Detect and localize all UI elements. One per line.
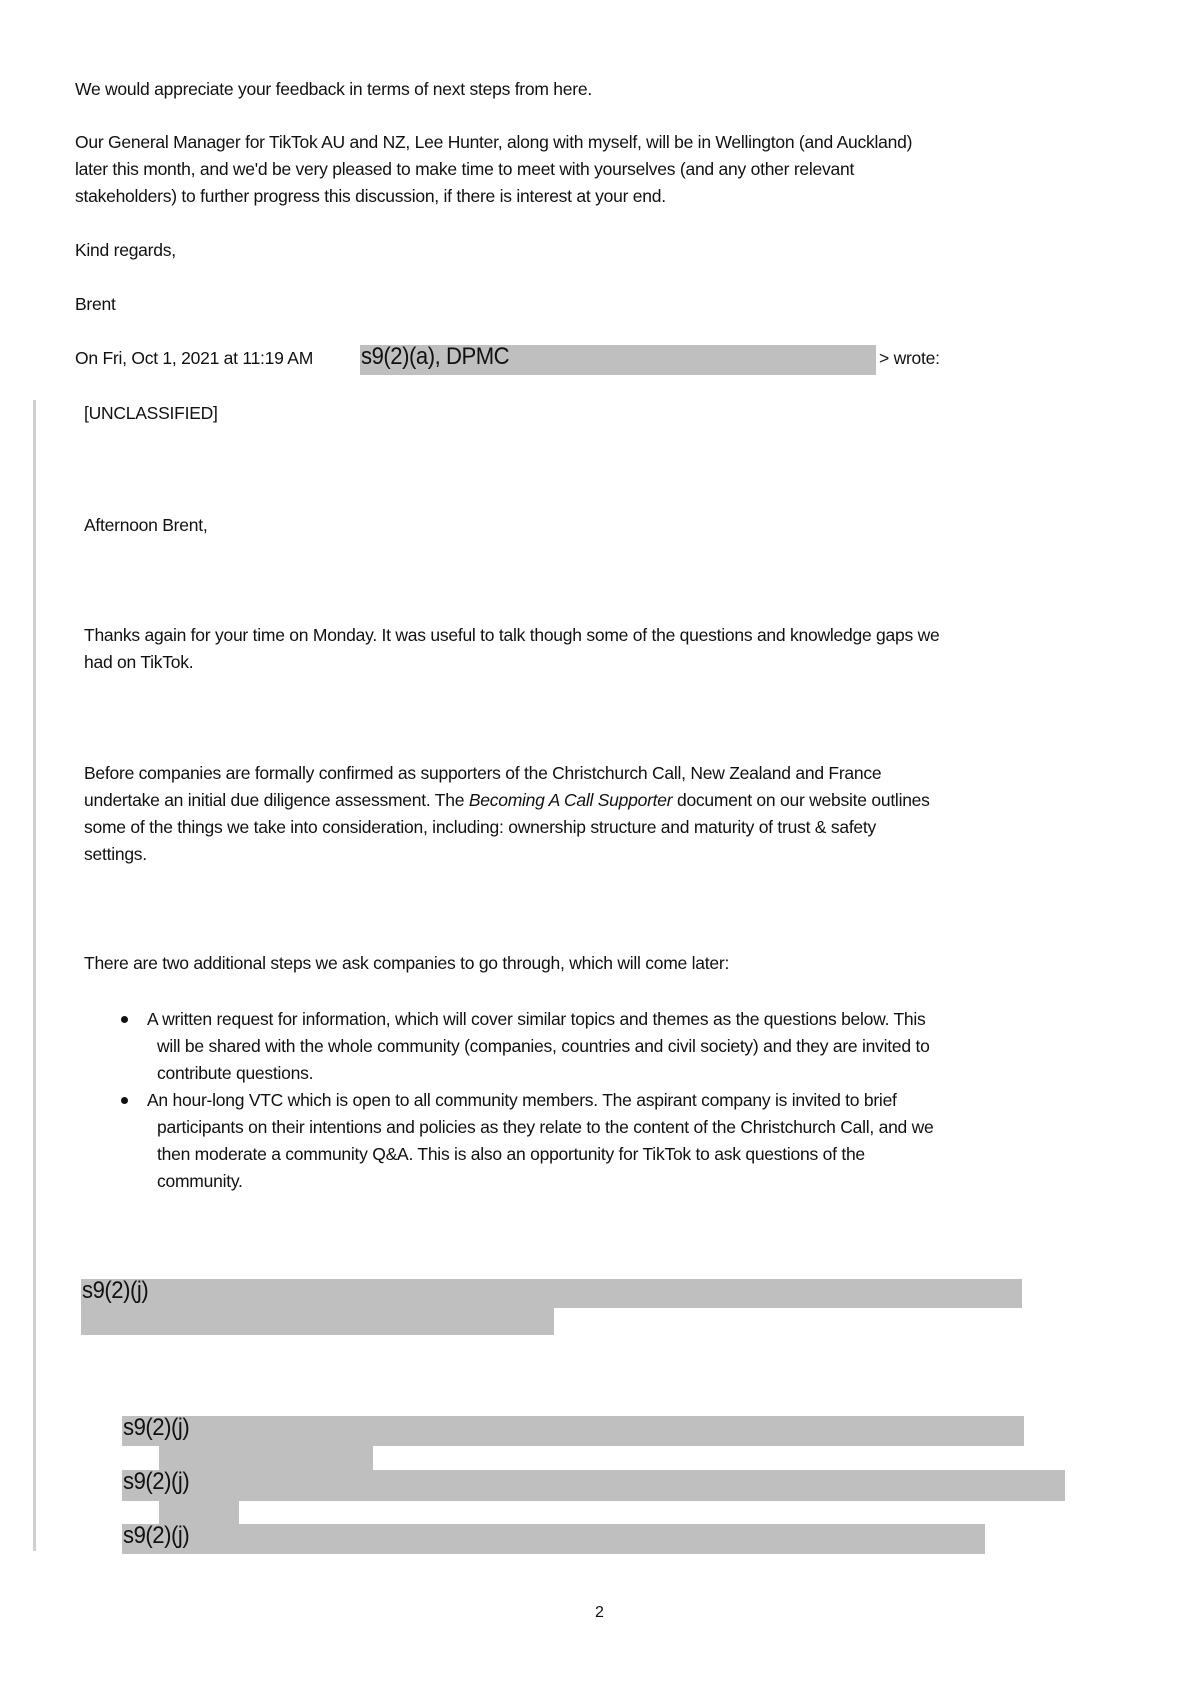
redaction-box [81,1279,1022,1308]
bullet-line: A written request for information, which will cover similar topics and themes as the questions below. This [147,1009,926,1029]
diligence-line: some of the things we take into consideration, including: ownership structure and maturity of trust & safety [84,817,877,837]
closing: Kind regards, [75,240,176,260]
bullet-icon [121,1016,128,1023]
bullet-line: will be shared with the whole community (companies, countries and civil society) and they are invited to [157,1036,930,1056]
redaction-box [122,1416,1024,1446]
redaction-label: s9(2)(j) [123,1522,190,1549]
bullet-line: participants on their intentions and policies as they relate to the content of the Christchurch Call, and we [157,1117,934,1137]
bullet-icon [121,1097,128,1104]
text: undertake an initial due diligence assessment. The [84,790,469,810]
reply-header-suffix: > wrote: [879,348,940,368]
redaction-label: s9(2)(j) [123,1414,190,1441]
redaction-box [122,1524,985,1554]
page-number: 2 [595,1604,604,1621]
reply-header-prefix: On Fri, Oct 1, 2021 at 11:19 AM [75,348,314,368]
document-title: Becoming A Call Supporter [468,790,673,810]
bullet-line: then moderate a community Q&A. This is also an opportunity for TikTok to ask questions of the [157,1144,865,1164]
diligence-line [84,789,930,811]
redaction-box [159,1501,239,1524]
redaction-box [81,1308,554,1335]
classification: [UNCLASSIFIED] [84,403,218,423]
redaction-box [159,1446,373,1470]
redaction-label: s9(2)(j) [82,1277,149,1304]
quote-bar [33,400,36,1551]
thanks-line: Thanks again for your time on Monday. It was useful to talk though some of the questions and knowledge gaps we [84,625,940,645]
steps-intro: There are two additional steps we ask companies to go through, which will come later: [84,953,730,973]
bullet-line: community. [157,1171,243,1191]
diligence-line: settings. [84,844,147,864]
intro-line: We would appreciate your feedback in terms of next steps from here. [75,79,592,99]
greeting: Afternoon Brent, [84,515,208,535]
redaction-label: s9(2)(j) [123,1468,190,1495]
signature: Brent [75,294,116,314]
bullet-line: An hour-long VTC which is open to all community members. The aspirant company is invited to brief [147,1090,897,1110]
bullet-line: contribute questions. [157,1063,314,1083]
text: document on our website outlines [672,790,930,810]
meeting-line: later this month, and we'd be very pleased to make time to meet with yourselves (and any other relevant [75,159,855,179]
diligence-line: Before companies are formally confirmed as supporters of the Christchurch Call, New Zealand and France [84,763,882,783]
thanks-line: had on TikTok. [84,652,194,672]
meeting-line: Our General Manager for TikTok AU and NZ, Lee Hunter, along with myself, will be in Wellington (and Auckland) [75,132,913,152]
meeting-line: stakeholders) to further progress this discussion, if there is interest at your end. [75,186,666,206]
redaction-box [122,1470,1065,1501]
redaction-label: s9(2)(a), DPMC [361,343,510,370]
